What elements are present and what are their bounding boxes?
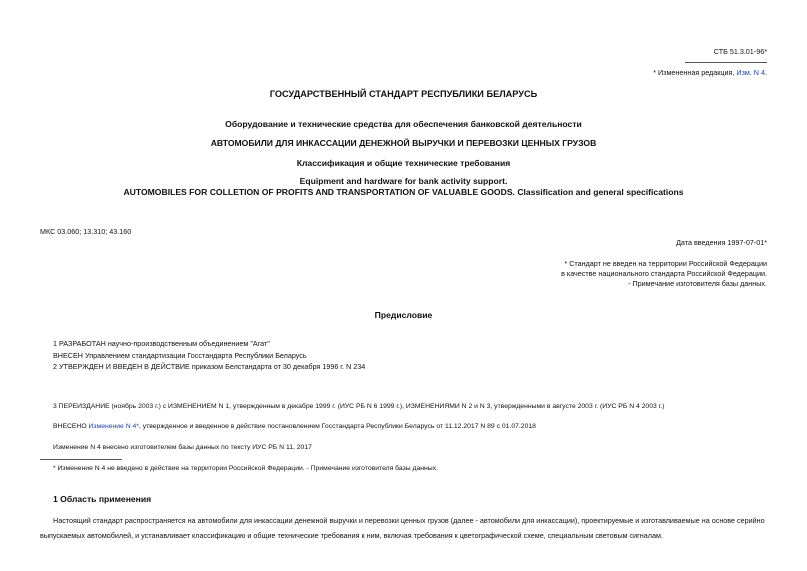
- introduction-date: Дата введения 1997-07-01*: [676, 238, 767, 247]
- footnote-divider: [40, 459, 122, 460]
- edition-note-suffix: .: [765, 68, 767, 77]
- amendment-note: Изменение N 4 внесено изготовителем базы данных по тексту ИУС РБ N 11, 2017: [53, 444, 312, 451]
- foreword-item-2: 2 УТВЕРЖДЕН И ВВЕДЕН В ДЕЙСТВИЕ приказом Белстандарта от 30 декабря 1996 г. N 234: [53, 362, 366, 371]
- standard-group: Оборудование и технические средства для обеспечения банковской деятельности: [225, 119, 582, 129]
- header-divider: [685, 62, 767, 63]
- amendment-prefix: ВНЕСЕНО: [53, 423, 89, 430]
- edition-note: [653, 68, 767, 77]
- db-note-line3: - Примечание изготовителя базы данных.: [628, 279, 767, 288]
- foreword-item-1: 1 РАЗРАБОТАН научно-производственным объединением "Агат": [53, 339, 270, 348]
- standard-title: ГОСУДАРСТВЕННЫЙ СТАНДАРТ РЕСПУБЛИКИ БЕЛАРУСЬ: [269, 89, 538, 99]
- foreword-item-1b: ВНЕСЕН Управлением стандартизации Госстандарта Республики Беларусь: [53, 351, 307, 360]
- amendment-4-link[interactable]: Изм. N 4: [736, 68, 765, 77]
- foreword-item-3: 3 ПЕРЕИЗДАНИЕ (ноябрь 2003 г.) с ИЗМЕНЕНИЕМ N 1, утвержденным в декабре 1999 г. (ИУС РБ N 6 1999 г.), ИЗМЕНЕНИЯМИ N 2 и N 3, утвержденными в августе 2003 г. (ИУС РБ N 4 2003 г.): [53, 403, 665, 410]
- db-note-line2: в качестве национального стандарта Российской Федерации.: [561, 269, 767, 278]
- amendment-4-doc-link[interactable]: Изменение N 4*: [88, 423, 139, 430]
- section-1-text: Настоящий стандарт распространяется на автомобили для инкассации денежной выручки и перевозки ценных грузов (далее - автомобили для инкассации), проектируемые и изготавливаемые на основе серийно выпускаемых автомобилей, и устанавливает классификацию и общие технические требования к ним, включая требования к цветографической схеме, специальным световым сигналам.: [40, 516, 765, 540]
- standard-name: АВТОМОБИЛИ ДЛЯ ИНКАССАЦИИ ДЕНЕЖНОЙ ВЫРУЧКИ И ПЕРЕВОЗКИ ЦЕННЫХ ГРУЗОВ: [210, 138, 597, 148]
- foreword-heading: Предисловие: [374, 310, 433, 320]
- english-title-line2: AUTOMOBILES FOR COLLETION OF PROFITS AND TRANSPORTATION OF VALUABLE GOODS. Classification and general specifications: [123, 187, 684, 197]
- section-1-heading: 1 Область применения: [53, 494, 152, 504]
- english-title-line1: Equipment and hardware for bank activity support.: [299, 176, 508, 186]
- db-note-line1: * Стандарт не введен на территории Российской Федерации: [564, 259, 767, 268]
- mks-codes: МКС 03.060; 13.310; 43.160: [40, 227, 132, 236]
- amendment-line: [53, 422, 536, 431]
- footnote: * Изменение N 4 не введено в действие на территории Российской Федерации. - Примечание изготовителя базы данных.: [53, 465, 438, 472]
- standard-subtitle: Классификация и общие технические требования: [296, 158, 511, 168]
- edition-note-prefix: * Измененная редакция,: [653, 68, 737, 77]
- document-code: СТБ 51.3.01-96*: [713, 47, 767, 56]
- amendment-suffix: , утвержденное и введенное в действие постановлением Госстандарта Республики Беларусь от 11.12.2017 N 89 с 01.07.2018: [138, 423, 536, 430]
